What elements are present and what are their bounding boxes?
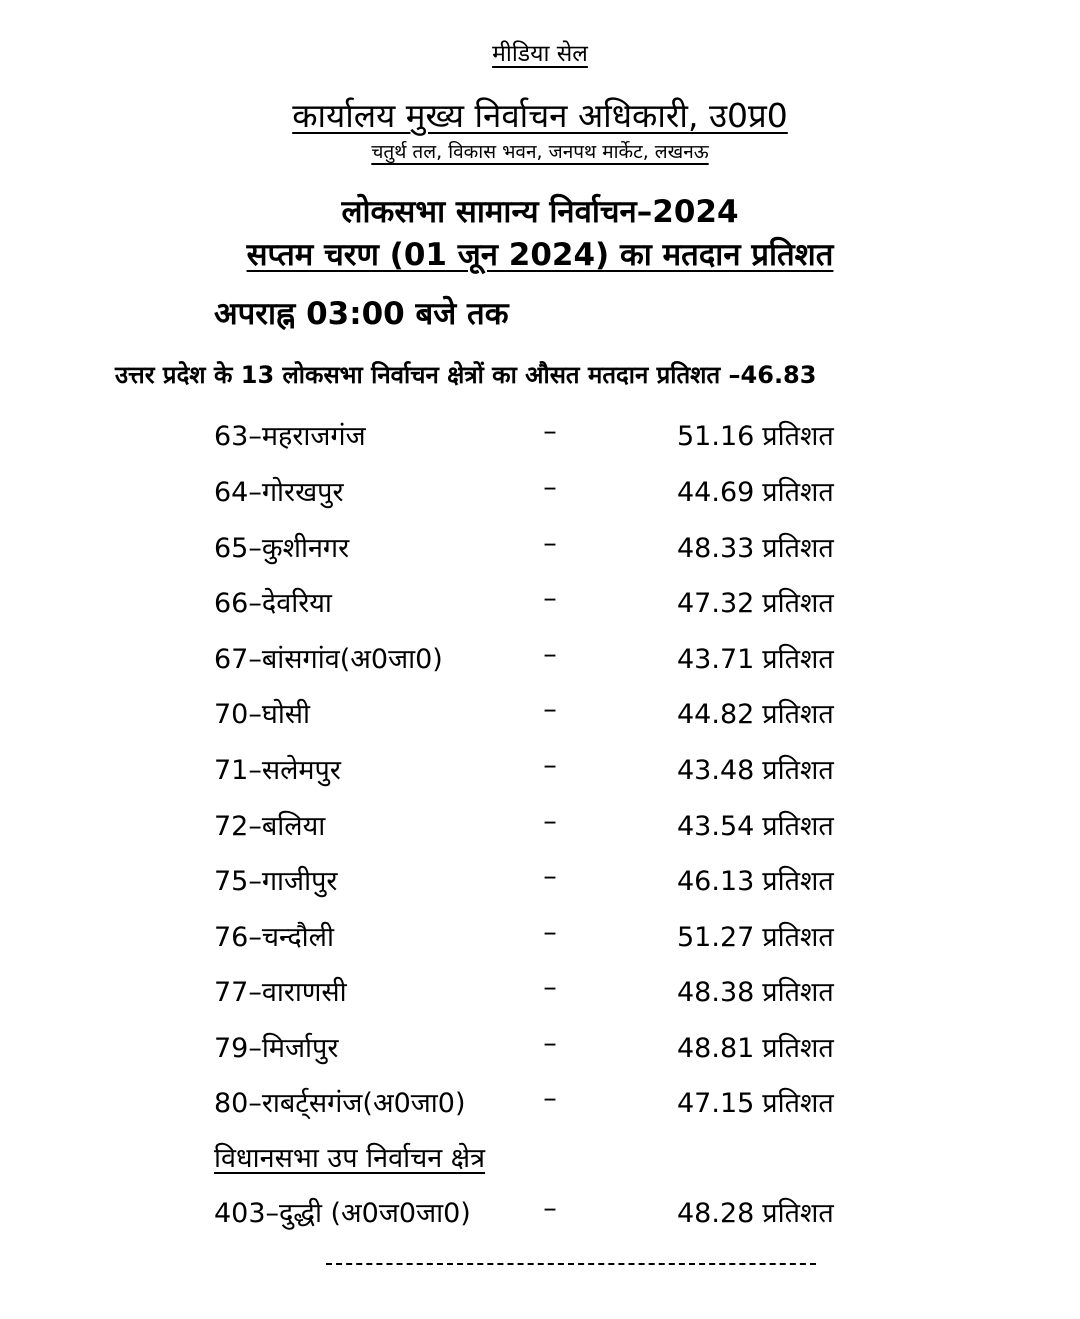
separator-dash: – (543, 1193, 557, 1224)
separator-dash: – (543, 416, 557, 447)
constituency-name: 66–देवरिया (214, 588, 332, 619)
list-item (0, 583, 1080, 623)
separator-dash: – (543, 472, 557, 503)
constituency-name: 70–घोसी (214, 699, 311, 730)
separator-dash: – (543, 639, 557, 670)
constituency-name: 403–दुद्धी (अ0ज0जा0) (214, 1198, 471, 1229)
separator-dash: – (543, 861, 557, 892)
bypoll-heading: विधानसभा उप निर्वाचन क्षेत्र (214, 1143, 486, 1174)
turnout-value: 46.13 प्रतिशत (677, 866, 834, 897)
separator-dash: – (543, 917, 557, 948)
turnout-value: 43.48 प्रतिशत (677, 755, 834, 786)
constituency-name: 80–राबर्ट्सगंज(अ0जा0) (214, 1088, 466, 1119)
constituency-name: 64–गोरखपुर (214, 477, 344, 508)
list-item (0, 694, 1080, 734)
constituency-name: 67–बांसगांव(अ0जा0) (214, 644, 443, 675)
separator-dash: – (543, 806, 557, 837)
office-title: कार्यालय मुख्य निर्वाचन अधिकारी, उ0प्र0 (292, 96, 788, 135)
list-item (0, 1083, 1080, 1123)
constituency-name: 79–मिर्जापुर (214, 1033, 339, 1064)
turnout-value: 47.32 प्रतिशत (677, 588, 834, 619)
separator-dash: – (543, 528, 557, 559)
turnout-value: 44.82 प्रतिशत (677, 699, 834, 730)
list-item (0, 972, 1080, 1012)
turnout-value: 48.33 प्रतिशत (677, 533, 834, 564)
list-item (0, 472, 1080, 512)
list-item (0, 528, 1080, 568)
turnout-value: 43.54 प्रतिशत (677, 811, 834, 842)
constituency-name: 76–चन्दौली (214, 922, 334, 953)
constituency-name: 72–बलिया (214, 811, 326, 842)
separator-dash: – (543, 583, 557, 614)
phase-title: सप्तम चरण (01 जून 2024) का मतदान प्रतिशत (246, 237, 834, 273)
election-title: लोकसभा सामान्य निर्वाचन–2024 (341, 194, 739, 230)
constituency-name: 71–सलेमपुर (214, 755, 341, 786)
turnout-value: 44.69 प्रतिशत (677, 477, 834, 508)
separator-dash: – (543, 694, 557, 725)
turnout-value: 51.27 प्रतिशत (677, 922, 834, 953)
separator-dash: – (543, 1083, 557, 1114)
list-item (0, 861, 1080, 901)
media-cell-label: मीडिया सेल (492, 41, 588, 67)
constituency-name: 63–महराजगंज (214, 421, 366, 452)
time-label: अपराह्न 03:00 बजे तक (214, 296, 509, 332)
turnout-value: 51.16 प्रतिशत (677, 421, 834, 452)
constituency-name: 77–वाराणसी (214, 977, 347, 1008)
turnout-value: 47.15 प्रतिशत (677, 1088, 834, 1119)
list-item (0, 917, 1080, 957)
turnout-value: 43.71 प्रतिशत (677, 644, 834, 675)
turnout-value: 48.38 प्रतिशत (677, 977, 834, 1008)
list-item (0, 639, 1080, 679)
list-item (0, 806, 1080, 846)
list-item (0, 750, 1080, 790)
list-item (0, 1028, 1080, 1068)
turnout-value: 48.28 प्रतिशत (677, 1198, 834, 1229)
turnout-value: 48.81 प्रतिशत (677, 1033, 834, 1064)
average-turnout: उत्तर प्रदेश के 13 लोकसभा निर्वाचन क्षेत्रों का औसत मतदान प्रतिशत –46.83 (115, 361, 817, 389)
separator-dash: – (543, 750, 557, 781)
separator-dash: – (543, 1028, 557, 1059)
separator-dash: – (543, 972, 557, 1003)
end-divider (326, 1263, 816, 1265)
constituency-name: 65–कुशीनगर (214, 533, 350, 564)
list-item (0, 1193, 1080, 1233)
office-address: चतुर्थ तल, विकास भवन, जनपथ मार्केट, लखनऊ (371, 141, 709, 163)
constituency-name: 75–गाजीपुर (214, 866, 338, 897)
list-item (0, 416, 1080, 456)
